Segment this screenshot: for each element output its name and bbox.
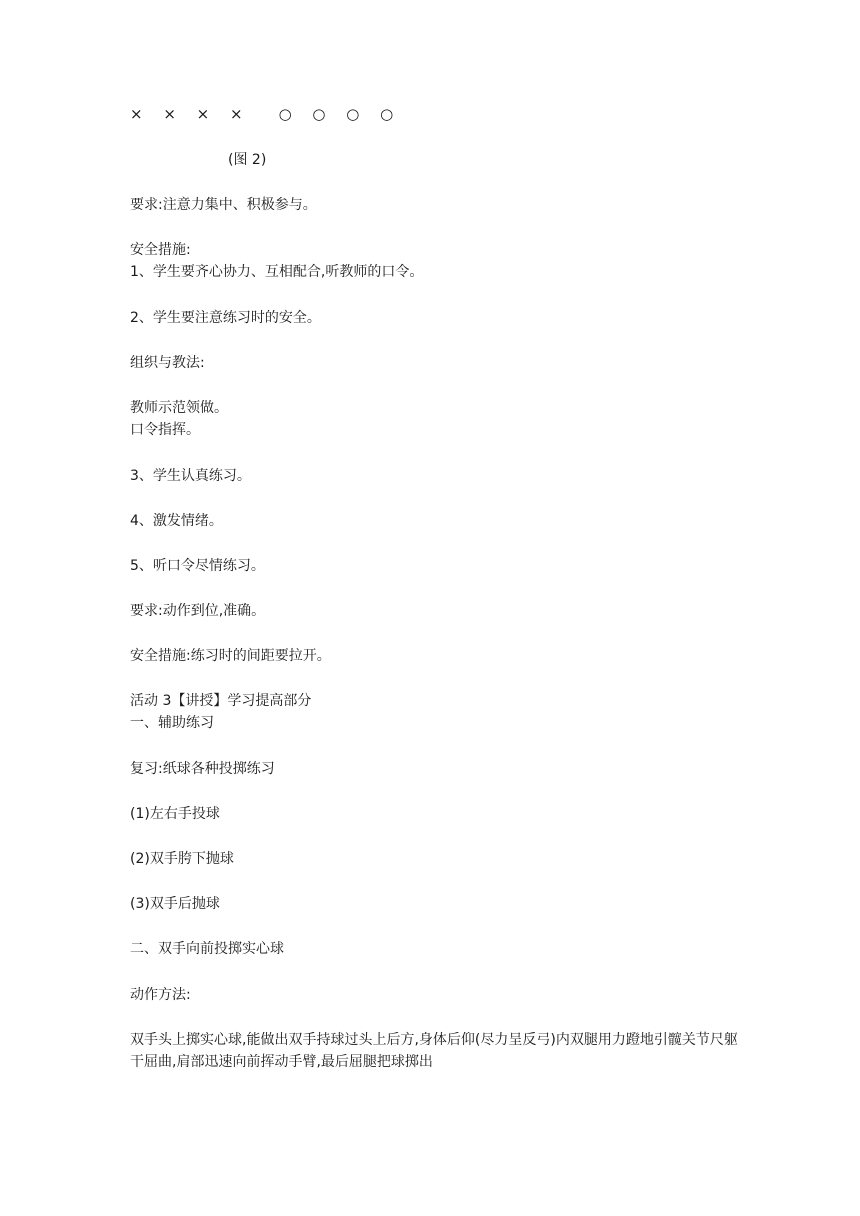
- figure-caption: (图 2): [228, 152, 267, 168]
- item-4: 4、激发情绪。: [130, 513, 223, 529]
- item-5: 5、听口令尽情练习。: [130, 558, 265, 574]
- formation-diagram: [130, 104, 401, 124]
- safety-heading: 安全措施:: [130, 242, 191, 258]
- review-line: 复习:纸球各种投掷练习: [130, 761, 275, 777]
- sub-item-2: (2)双手胯下抛球: [130, 851, 234, 867]
- command-line: 口令指挥。: [130, 422, 200, 438]
- sub-item-3: (3)双手后抛球: [130, 896, 220, 912]
- method-heading: 动作方法:: [130, 987, 191, 1003]
- activity-3-heading: 活动 3【讲授】学习提高部分: [130, 693, 312, 709]
- item-3: 3、学生认真练习。: [130, 468, 251, 484]
- section-2-heading: 二、双手向前投掷实心球: [130, 941, 284, 957]
- circles-row: ○ ○ ○ ○: [278, 105, 402, 123]
- crosses-row: × × × ×: [130, 105, 251, 123]
- safety-item-2: 2、学生要注意练习时的安全。: [130, 310, 321, 326]
- method-paragraph: 双手头上掷实心球,能做出双手持球过头上后方,身体后仰(尽力呈反弓)内双腿用力蹬地引髋关节尺躯干屈曲,肩部迅速向前挥动手臂,最后屈腿把球掷出: [130, 1032, 738, 1070]
- requirement-line: 要求:注意力集中、积极参与。: [130, 197, 317, 213]
- auxiliary-practice-heading: 一、辅助练习: [130, 715, 214, 731]
- safety-item-1: 1、学生要齐心协力、互相配合,听教师的口令。: [130, 264, 424, 280]
- organization-heading: 组织与教法:: [130, 355, 205, 371]
- requirement-line-2: 要求:动作到位,准确。: [130, 603, 266, 619]
- teacher-demo-line: 教师示范领做。: [130, 400, 228, 416]
- safety-spacing-line: 安全措施:练习时的间距要拉开。: [130, 648, 331, 664]
- sub-item-1: (1)左右手投球: [130, 806, 220, 822]
